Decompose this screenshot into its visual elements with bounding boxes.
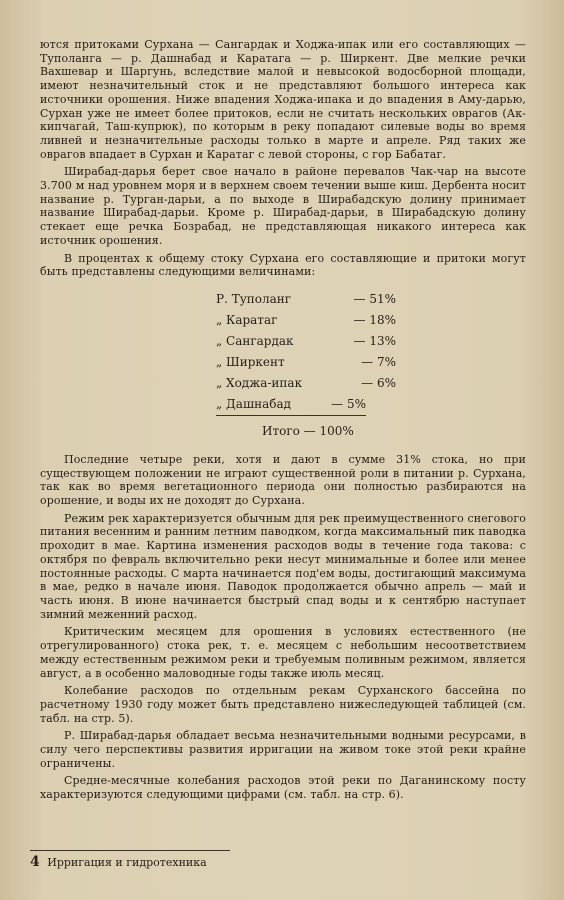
table-row	[216, 331, 396, 352]
river-share: — 51%	[353, 291, 396, 306]
river-name: „ Сангардак	[216, 333, 294, 348]
paragraph-5: Режим рек характеризуется обычным для рек преимущественного снегового питания весенним и ранним летним паводком, когда максимальный пик паводка проходит в мае. Картина изменения расходов воды в течение года такова: с октября по февраль включительно реки несут минимальные и более или менее постоянные расходы. С марта начинается под'ем воды, достигающий максимума в мае, редко в начале июня. Паводок продолжается обычно апрель — май и часть июня. В июне начинается быстрый спад воды и к сентябрю наступает зимний меженний расход.	[40, 511, 526, 621]
river-share: — 13%	[353, 333, 396, 348]
paragraph-4: Последние четыре реки, хотя и дают в сумме 31% стока, но при существующем положении не играют существенной роли в питании р. Сурхана, так как во время вегетационного периода они полностью разбираются на орошение, и воды их не доходят до Сурхана.	[40, 452, 526, 508]
page-body	[40, 38, 526, 806]
page-footer	[30, 850, 230, 870]
river-name: „ Дашнабад	[216, 396, 292, 411]
river-name: „ Ширкент	[216, 354, 285, 369]
runoff-share-table	[216, 289, 396, 441]
table-total: Итого — 100%	[262, 423, 354, 438]
river-share: — 18%	[353, 312, 396, 327]
table-row	[216, 394, 366, 416]
paragraph-3: В процентах к общему стоку Сурхана его составляющие и притоки могут быть представлены следующими величинами:	[40, 251, 526, 279]
river-name: Р. Туполанг	[216, 291, 292, 306]
table-row	[216, 289, 396, 310]
table-row	[216, 310, 396, 331]
paragraph-1: ются притоками Сурхана — Сангардак и Ходжа-ипак или его составляющих — Туполанга — р. Дашнабад и Каратага — р. Ширкент. Две мелкие речки Вахшевар и Шаргунь, вследствие малой и невысокой водосборной площади, имеют незначительный сток и не представляют большого интереса как источники орошения. Ниже впадения Ходжа-ипака и до впадения в Аму-дарью, Сурхан уже не имеет более притоков, если не считать нескольких оврагов (Ак-кипчагай, Таш-купрюк), по которым в реку попадают силевые воды во время ливней и незначительные расходы только в марте и апреле. Ряд таких же оврагов впадает в Сурхан и Каратаг с левой стороны, с гор Бабатаг.	[40, 38, 526, 161]
paragraph-7: Колебание расходов по отдельным рекам Сурханского бассейна по расчетному 1930 году может быть представлено нижеследующей таблицей (см. табл. на стр. 5).	[40, 684, 526, 725]
river-share: — 5%	[331, 396, 366, 411]
page-number: 4	[30, 854, 40, 870]
paragraph-8: Р. Ширабад-дарья обладает весьма незначительными водными ресурсами, в силу чего перспективы развития ирригации на живом токе этой реки крайне ограничены.	[40, 729, 526, 770]
running-title: Ирригация и гидротехника	[47, 856, 207, 869]
paragraph-6: Критическим месяцем для орошения в условиях естественного (не отрегулированного) стока рек, т. е. месяцем с небольшим несоответствием между естественным режимом реки и требуемым поливным режимом, является август, а в особенно маловодные годы также июль месяц.	[40, 625, 526, 680]
paragraph-2: Ширабад-дарья берет свое начало в районе перевалов Чак-чар на высоте 3.700 м над уровнем моря и в верхнем своем течении выше киш. Дербента носит название р. Турган-дарьи, а по выходе в Ширабадскую долину принимает название Ширабад-дарьи. Кроме р. Ширабад-дарьи, в Ширабадскую долину стекает еще речка Бозрабад, не представляющая никакого интереса как источник орошения.	[40, 165, 526, 247]
table-row	[216, 373, 396, 394]
river-name: „ Каратаг	[216, 312, 278, 327]
river-share: — 6%	[361, 375, 396, 390]
table-row	[216, 352, 396, 373]
river-name: „ Ходжа-ипак	[216, 375, 303, 390]
river-share: — 7%	[361, 354, 396, 369]
paragraph-9: Средне-месячные колебания расходов этой реки по Даганинскому посту характеризуются следующими цифрами (см. табл. на стр. 6).	[40, 774, 526, 802]
